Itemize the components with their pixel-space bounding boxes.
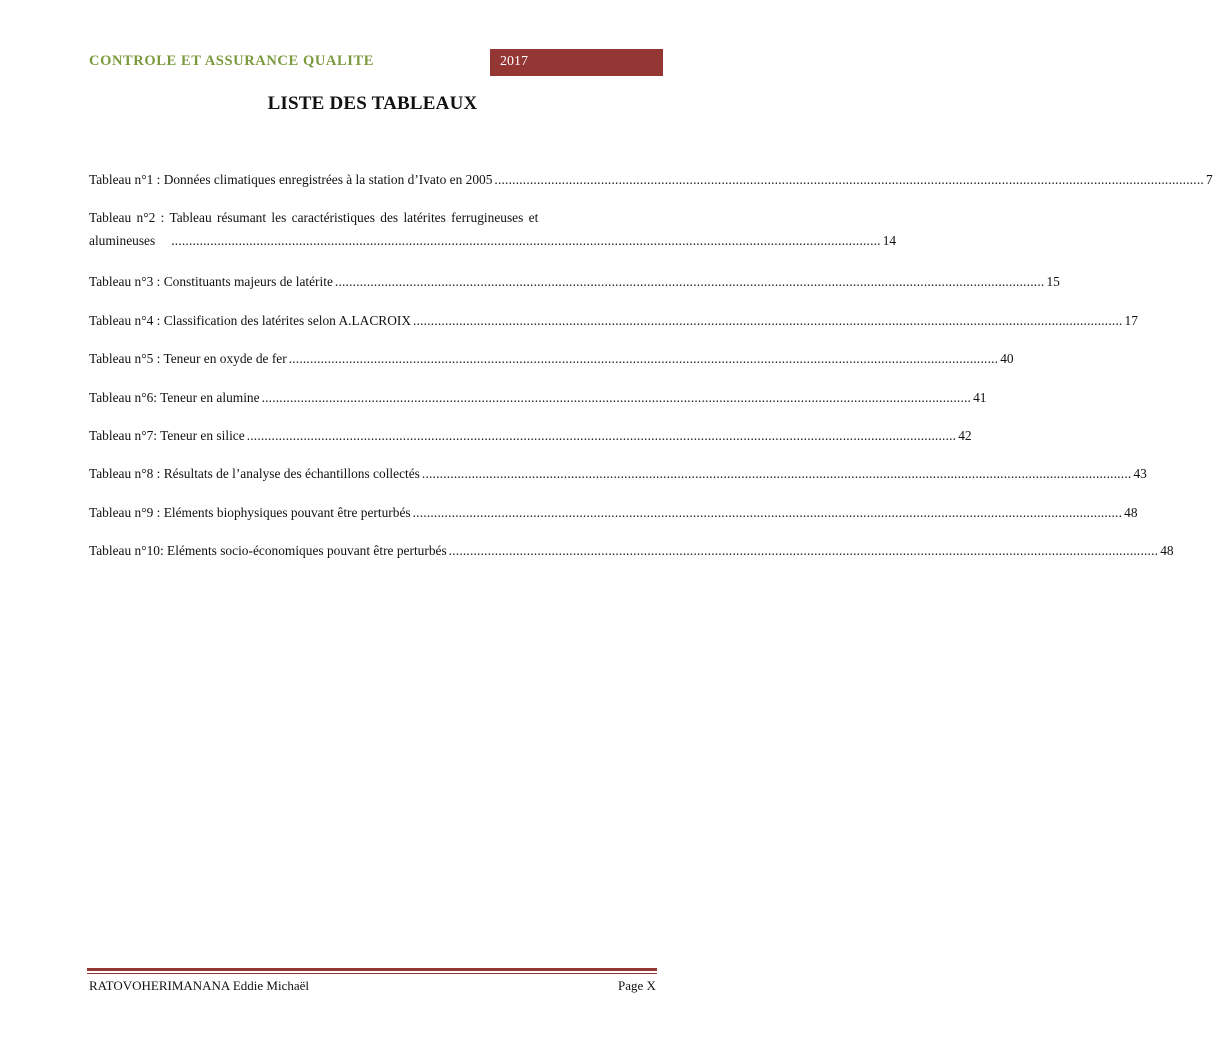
toc-entry[interactable]: [89, 464, 1147, 484]
toc-entry[interactable]: [89, 272, 1060, 292]
toc-entry[interactable]: [89, 388, 987, 408]
toc-entry[interactable]: [89, 208, 897, 251]
toc-entry-text: Tableau n°8 : Résultats de l’analyse des échantillons collectés: [89, 466, 420, 481]
toc-entry-text: Tableau n°3 : Constituants majeurs de latérite: [89, 274, 333, 289]
toc-entry-page: 40: [1000, 351, 1014, 366]
toc-entry-text-continued: alumineuses: [89, 233, 156, 248]
footer-divider-thin: [87, 973, 657, 974]
toc-entry[interactable]: [89, 349, 1014, 369]
toc-entry[interactable]: [89, 541, 1174, 561]
toc-entry[interactable]: [89, 426, 972, 446]
toc-entry-text: Tableau n°10: Eléments socio-économiques pouvant être perturbés: [89, 543, 447, 558]
toc-leader-dots: ........................................................................................................................................................................................................: [494, 172, 1204, 187]
toc-entry-text: Tableau n°2 : Tableau résumant les caractéristiques des latérites ferrugineuses et: [89, 210, 539, 225]
toc-entry-text: Tableau n°9 : Eléments biophysiques pouvant être perturbés: [89, 505, 411, 520]
toc-leader-dots: ........................................................................................................................................................................................................: [334, 274, 1045, 289]
toc-leader-dots: ........................................................................................................................................................................................................: [413, 313, 1123, 328]
toc-entry-page: 48: [1160, 543, 1174, 558]
toc-entry[interactable]: [89, 170, 1213, 190]
footer-divider-thick: [87, 968, 657, 971]
toc-entry-text: Tableau n°7: Teneur en silice: [89, 428, 245, 443]
toc-entry-page: 48: [1124, 505, 1138, 520]
toc-leader-dots: ........................................................................................................................................................................................................: [421, 466, 1132, 481]
toc-entry-page: 41: [973, 390, 987, 405]
footer-author: RATOVOHERIMANANA Eddie Michaël: [89, 978, 310, 993]
toc-entry-page: 43: [1133, 466, 1147, 481]
toc-entry-page: 17: [1124, 313, 1138, 328]
toc-entry-page: 15: [1046, 274, 1060, 289]
toc-entry-page: 14: [882, 233, 897, 248]
header-year-badge: 2017: [490, 49, 663, 76]
page-title: LISTE DES TABLEAUX: [267, 93, 478, 114]
header-title: CONTROLE ET ASSURANCE QUALITE: [89, 53, 375, 69]
toc-entry-text: Tableau n°5 : Teneur en oxyde de fer: [89, 351, 287, 366]
toc-leader-dots: ........................................................................................................................................................................................................: [246, 428, 957, 443]
toc-entry-text: Tableau n°1 : Données climatiques enregistrées à la station d’Ivato en 2005: [89, 172, 493, 187]
toc-entry-text: Tableau n°6: Teneur en alumine: [89, 390, 260, 405]
toc-leader-dots: ........................................................................................................................................................................................................: [261, 390, 972, 405]
footer-page-number: Page X: [618, 978, 656, 993]
toc-entry[interactable]: [89, 311, 1138, 331]
toc-entry-page: 42: [958, 428, 972, 443]
toc-entry[interactable]: [89, 503, 1138, 523]
toc-leader-dots: ........................................................................................................................................................................................................: [288, 351, 999, 366]
toc-leader-dots: ........................................................................................................................................................................................................: [412, 505, 1123, 520]
toc-leader-dots: ........................................................................................................................................................................................................: [448, 543, 1159, 558]
toc-entry-page: 7: [1205, 172, 1213, 187]
toc-entry-text: Tableau n°4 : Classification des latérites selon A.LACROIX: [89, 313, 412, 328]
toc-leader-dots: ........................................................................................................................................................................................................: [171, 233, 881, 248]
